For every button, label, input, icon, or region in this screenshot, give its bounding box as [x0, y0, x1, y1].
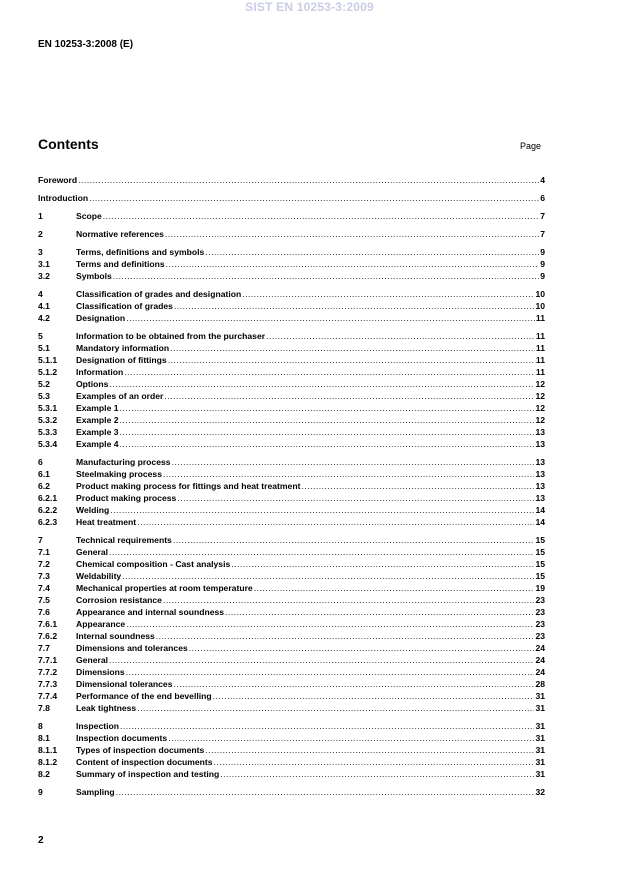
page-column-label: Page: [520, 141, 542, 151]
toc-dot-leader: [231, 558, 534, 570]
toc-entry-page: 12: [535, 391, 545, 401]
toc-entry-page: 19: [535, 583, 545, 593]
toc-dot-leader: [189, 642, 535, 654]
toc-entry-page: 4: [540, 175, 545, 185]
toc-entry-number: 7.1: [38, 547, 50, 557]
toc-entry-title: Dimensions: [76, 667, 125, 677]
toc-entry-number: 3.1: [38, 259, 50, 269]
toc-entry-title: Mechanical properties at room temperature: [76, 583, 253, 593]
toc-entry[interactable]: [38, 342, 545, 354]
toc-entry-title: Types of inspection documents: [76, 745, 205, 755]
toc-entry-number: 7.7.2: [38, 667, 58, 677]
toc-entry-title: Terms and definitions: [76, 259, 165, 269]
toc-entry-title: Corrosion resistance: [76, 595, 162, 605]
toc-dot-leader: [205, 246, 539, 258]
toc-entry-page: 13: [535, 469, 545, 479]
toc-dot-leader: [166, 258, 540, 270]
toc-entry-page: 9: [540, 247, 545, 257]
toc-entry[interactable]: [38, 228, 545, 240]
toc-entry-number: 5.2: [38, 379, 50, 389]
toc-entry-title: Normative references: [76, 229, 164, 239]
toc-entry[interactable]: [38, 300, 545, 312]
toc-entry-title: Steelmaking process: [76, 469, 162, 479]
toc-entry-title: Product making process for fittings and heat treatment: [76, 481, 301, 491]
toc-entry-page: 15: [535, 535, 545, 545]
toc-entry[interactable]: [38, 438, 545, 450]
toc-entry[interactable]: [38, 468, 545, 480]
toc-entry-page: 15: [535, 559, 545, 569]
toc-dot-leader: [165, 228, 539, 240]
toc-entry-number: 7.5: [38, 595, 50, 605]
toc-entry[interactable]: [38, 378, 545, 390]
toc-entry-page: 23: [535, 631, 545, 641]
toc-entry-number: 7.6: [38, 607, 50, 617]
toc-entry-title: Appearance and internal soundness: [76, 607, 225, 617]
toc-entry-page: 11: [535, 367, 545, 377]
toc-entry-page: 31: [535, 721, 545, 731]
toc-dot-leader: [214, 756, 535, 768]
toc-entry-title: Weldability: [76, 571, 122, 581]
toc-entry-title: Welding: [76, 505, 110, 515]
toc-entry-title: Chemical composition - Cast analysis: [76, 559, 231, 569]
toc-entry-title: Manufacturing process: [76, 457, 171, 467]
toc-entry-page: 7: [540, 229, 545, 239]
toc-dot-leader: [173, 534, 535, 546]
toc-dot-leader: [109, 654, 534, 666]
toc-dot-leader: [174, 300, 534, 312]
toc-entry[interactable]: [38, 570, 545, 582]
toc-entry-number: 8.1: [38, 733, 50, 743]
toc-dot-leader: [126, 666, 535, 678]
toc-dot-leader: [168, 732, 534, 744]
toc-entry[interactable]: [38, 354, 545, 366]
toc-entry-number: 4.1: [38, 301, 50, 311]
toc-entry[interactable]: [38, 768, 545, 780]
toc-dot-leader: [109, 378, 534, 390]
toc-entry[interactable]: [38, 516, 545, 528]
toc-entry-number: 5: [38, 331, 43, 341]
toc-entry-page: 23: [535, 595, 545, 605]
toc-entry-page: 32: [535, 787, 545, 797]
toc-entry-page: 15: [535, 547, 545, 557]
toc-entry[interactable]: [38, 246, 545, 258]
toc-dot-leader: [137, 516, 534, 528]
toc-entry-number: 7: [38, 535, 43, 545]
toc-dot-leader: [120, 438, 535, 450]
toc-dot-leader: [120, 402, 535, 414]
toc-dot-leader: [156, 630, 535, 642]
toc-entry[interactable]: [38, 504, 545, 516]
toc-entry-number: 5.1: [38, 343, 50, 353]
toc-entry-page: 28: [535, 679, 545, 689]
toc-dot-leader: [113, 270, 539, 282]
toc-entry-page: 11: [535, 313, 545, 323]
toc-entry[interactable]: [38, 582, 545, 594]
toc-entry-page: 15: [535, 571, 545, 581]
toc-entry-page: 24: [535, 667, 545, 677]
toc-entry-number: 4.2: [38, 313, 50, 323]
toc-entry[interactable]: [38, 678, 545, 690]
toc-entry[interactable]: [38, 456, 545, 468]
toc-dot-leader: [301, 480, 534, 492]
toc-entry-title: Summary of inspection and testing: [76, 769, 220, 779]
toc-entry-title: Dimensional tolerances: [76, 679, 173, 689]
toc-entry-title: Symbols: [76, 271, 112, 281]
toc-entry-page: 31: [535, 757, 545, 767]
toc-dot-leader: [242, 288, 534, 300]
toc-dot-leader: [89, 192, 539, 204]
toc-entry-page: 9: [540, 259, 545, 269]
table-of-contents: [38, 174, 545, 798]
toc-entry[interactable]: [38, 390, 545, 402]
toc-entry-title: Designation: [76, 313, 126, 323]
toc-entry-number: 7.6.2: [38, 631, 58, 641]
toc-entry-number: 8: [38, 721, 43, 731]
toc-entry-page: 13: [535, 439, 545, 449]
toc-entry-page: 10: [535, 289, 545, 299]
toc-entry-page: 24: [535, 643, 545, 653]
toc-entry-title: Sampling: [76, 787, 115, 797]
toc-entry[interactable]: [38, 210, 545, 222]
toc-entry[interactable]: [38, 744, 545, 756]
toc-entry[interactable]: [38, 312, 545, 324]
toc-entry[interactable]: [38, 720, 545, 732]
toc-dot-leader: [109, 546, 534, 558]
toc-entry-page: 10: [535, 301, 545, 311]
toc-entry[interactable]: [38, 402, 545, 414]
toc-entry-title: Example 1: [76, 403, 119, 413]
toc-entry-page: 11: [535, 343, 545, 353]
toc-entry[interactable]: [38, 288, 545, 300]
toc-entry[interactable]: [38, 654, 545, 666]
toc-entry-title: Classification of grades: [76, 301, 173, 311]
toc-entry-page: 31: [535, 769, 545, 779]
toc-entry-page: 24: [535, 655, 545, 665]
toc-entry[interactable]: [38, 546, 545, 558]
toc-entry-title: Scope: [76, 211, 102, 221]
toc-entry-title: Terms, definitions and symbols: [76, 247, 205, 257]
toc-entry[interactable]: [38, 366, 545, 378]
toc-entry-title: Leak tightness: [76, 703, 137, 713]
toc-dot-leader: [120, 414, 535, 426]
toc-entry-title: Appearance: [76, 619, 126, 629]
toc-entry-title: Inspection documents: [76, 733, 168, 743]
toc-dot-leader: [103, 210, 539, 222]
toc-entry-number: 5.1.1: [38, 355, 58, 365]
toc-entry-title: Information to be obtained from the purchaser: [76, 331, 266, 341]
toc-entry[interactable]: [38, 666, 545, 678]
toc-entry-number: 7.7: [38, 643, 50, 653]
toc-entry-number: 5.3: [38, 391, 50, 401]
toc-entry[interactable]: [38, 534, 545, 546]
toc-dot-leader: [126, 618, 534, 630]
toc-dot-leader: [110, 504, 534, 516]
toc-dot-leader: [122, 570, 534, 582]
toc-dot-leader: [78, 174, 539, 186]
toc-entry-page: 11: [535, 355, 545, 365]
toc-entry[interactable]: [38, 756, 545, 768]
toc-entry-page: 11: [535, 331, 545, 341]
toc-entry-page: 23: [535, 607, 545, 617]
toc-entry[interactable]: [38, 414, 545, 426]
toc-entry-number: 4: [38, 289, 43, 299]
toc-entry[interactable]: [38, 270, 545, 282]
toc-entry-title: Example 2: [76, 415, 119, 425]
toc-entry-number: 7.3: [38, 571, 50, 581]
toc-entry-title: Inspection: [76, 721, 119, 731]
toc-entry-number: 1: [38, 211, 43, 221]
toc-entry-number: 3: [38, 247, 43, 257]
toc-dot-leader: [225, 606, 534, 618]
toc-entry-number: 5.3.2: [38, 415, 58, 425]
toc-entry-page: 13: [535, 481, 545, 491]
toc-entry-title: Example 4: [76, 439, 119, 449]
toc-entry[interactable]: [38, 426, 545, 438]
toc-entry-number: 5.3.1: [38, 403, 58, 413]
toc-entry-number: 6: [38, 457, 43, 467]
toc-entry-page: 12: [535, 415, 545, 425]
contents-title: Contents: [38, 136, 99, 152]
toc-entry[interactable]: [38, 192, 545, 204]
toc-entry-number: 7.8: [38, 703, 50, 713]
watermark: SIST EN 10253-3:2009: [245, 0, 374, 14]
document-id: EN 10253-3:2008 (E): [38, 39, 134, 50]
toc-entry[interactable]: [38, 258, 545, 270]
toc-entry-page: 12: [535, 403, 545, 413]
toc-dot-leader: [163, 594, 534, 606]
toc-entry-page: 14: [535, 517, 545, 527]
toc-dot-leader: [116, 786, 535, 798]
toc-entry[interactable]: [38, 492, 545, 504]
toc-entry[interactable]: [38, 558, 545, 570]
toc-entry-title: Classification of grades and designation: [76, 289, 242, 299]
toc-dot-leader: [177, 492, 534, 504]
toc-dot-leader: [124, 366, 535, 378]
toc-entry-page: 14: [535, 505, 545, 515]
toc-entry[interactable]: [38, 594, 545, 606]
toc-entry-page: 31: [535, 733, 545, 743]
toc-entry-title: Example 3: [76, 427, 119, 437]
toc-dot-leader: [266, 330, 535, 342]
toc-dot-leader: [213, 690, 535, 702]
toc-entry-page: 12: [535, 379, 545, 389]
toc-dot-leader: [120, 720, 534, 732]
toc-entry-number: 6.2.1: [38, 493, 58, 503]
toc-entry-title: Technical requirements: [76, 535, 172, 545]
toc-entry[interactable]: [38, 174, 545, 186]
toc-entry-page: 7: [540, 211, 545, 221]
toc-entry[interactable]: [38, 786, 545, 798]
toc-entry-page: 31: [535, 745, 545, 755]
toc-entry-page: 13: [535, 493, 545, 503]
toc-entry-title: Designation of fittings: [76, 355, 167, 365]
toc-entry-title: Product making process: [76, 493, 177, 503]
toc-entry-number: 8.1.1: [38, 745, 58, 755]
toc-dot-leader: [220, 768, 534, 780]
toc-entry-number: 6.2: [38, 481, 50, 491]
toc-entry-title: Examples of an order: [76, 391, 164, 401]
toc-entry-title: Options: [76, 379, 109, 389]
toc-entry[interactable]: [38, 642, 545, 654]
toc-entry-title: Mandatory information: [76, 343, 170, 353]
toc-entry[interactable]: [38, 702, 545, 714]
toc-entry-page: 6: [540, 193, 545, 203]
page-number: 2: [38, 835, 44, 846]
toc-entry-number: 7.4: [38, 583, 50, 593]
toc-entry-page: 13: [535, 457, 545, 467]
toc-entry-number: 6.2.2: [38, 505, 58, 515]
toc-entry-number: 7.2: [38, 559, 50, 569]
toc-entry-title: Foreword: [38, 175, 78, 185]
toc-entry-title: Introduction: [38, 193, 89, 203]
toc-dot-leader: [172, 456, 535, 468]
toc-entry-number: 5.3.4: [38, 439, 58, 449]
toc-entry-number: 8.2: [38, 769, 50, 779]
toc-dot-leader: [205, 744, 534, 756]
toc-dot-leader: [170, 342, 535, 354]
toc-entry-title: Performance of the end bevelling: [76, 691, 212, 701]
toc-entry-page: 9: [540, 271, 545, 281]
toc-entry-page: 31: [535, 691, 545, 701]
toc-dot-leader: [168, 354, 535, 366]
toc-entry[interactable]: [38, 630, 545, 642]
toc-dot-leader: [164, 390, 534, 402]
toc-entry-number: 7.6.1: [38, 619, 58, 629]
toc-entry-page: 23: [535, 619, 545, 629]
toc-entry-title: Content of inspection documents: [76, 757, 213, 767]
toc-entry-page: 31: [535, 703, 545, 713]
toc-entry[interactable]: [38, 690, 545, 702]
toc-entry-number: 7.7.4: [38, 691, 58, 701]
toc-entry-title: General: [76, 655, 109, 665]
toc-dot-leader: [173, 678, 534, 690]
toc-entry[interactable]: [38, 480, 545, 492]
toc-entry-title: Internal soundness: [76, 631, 155, 641]
toc-entry-number: 7.7.3: [38, 679, 58, 689]
toc-entry-number: 6.1: [38, 469, 50, 479]
toc-entry-number: 3.2: [38, 271, 50, 281]
toc-entry-title: General: [76, 547, 109, 557]
toc-entry-number: 7.7.1: [38, 655, 58, 665]
toc-entry-number: 5.3.3: [38, 427, 58, 437]
toc-entry[interactable]: [38, 732, 545, 744]
toc-dot-leader: [120, 426, 535, 438]
toc-entry[interactable]: [38, 606, 545, 618]
toc-entry-page: 13: [535, 427, 545, 437]
toc-dot-leader: [254, 582, 535, 594]
toc-entry[interactable]: [38, 618, 545, 630]
toc-entry-number: 5.1.2: [38, 367, 58, 377]
toc-entry-number: 8.1.2: [38, 757, 58, 767]
toc-dot-leader: [163, 468, 534, 480]
toc-entry-title: Heat treatment: [76, 517, 137, 527]
toc-entry[interactable]: [38, 330, 545, 342]
toc-entry-title: Dimensions and tolerances: [76, 643, 188, 653]
toc-entry-number: 9: [38, 787, 43, 797]
toc-entry-title: Information: [76, 367, 124, 377]
toc-dot-leader: [126, 312, 535, 324]
toc-entry-number: 2: [38, 229, 43, 239]
toc-entry-number: 6.2.3: [38, 517, 58, 527]
toc-dot-leader: [137, 702, 534, 714]
